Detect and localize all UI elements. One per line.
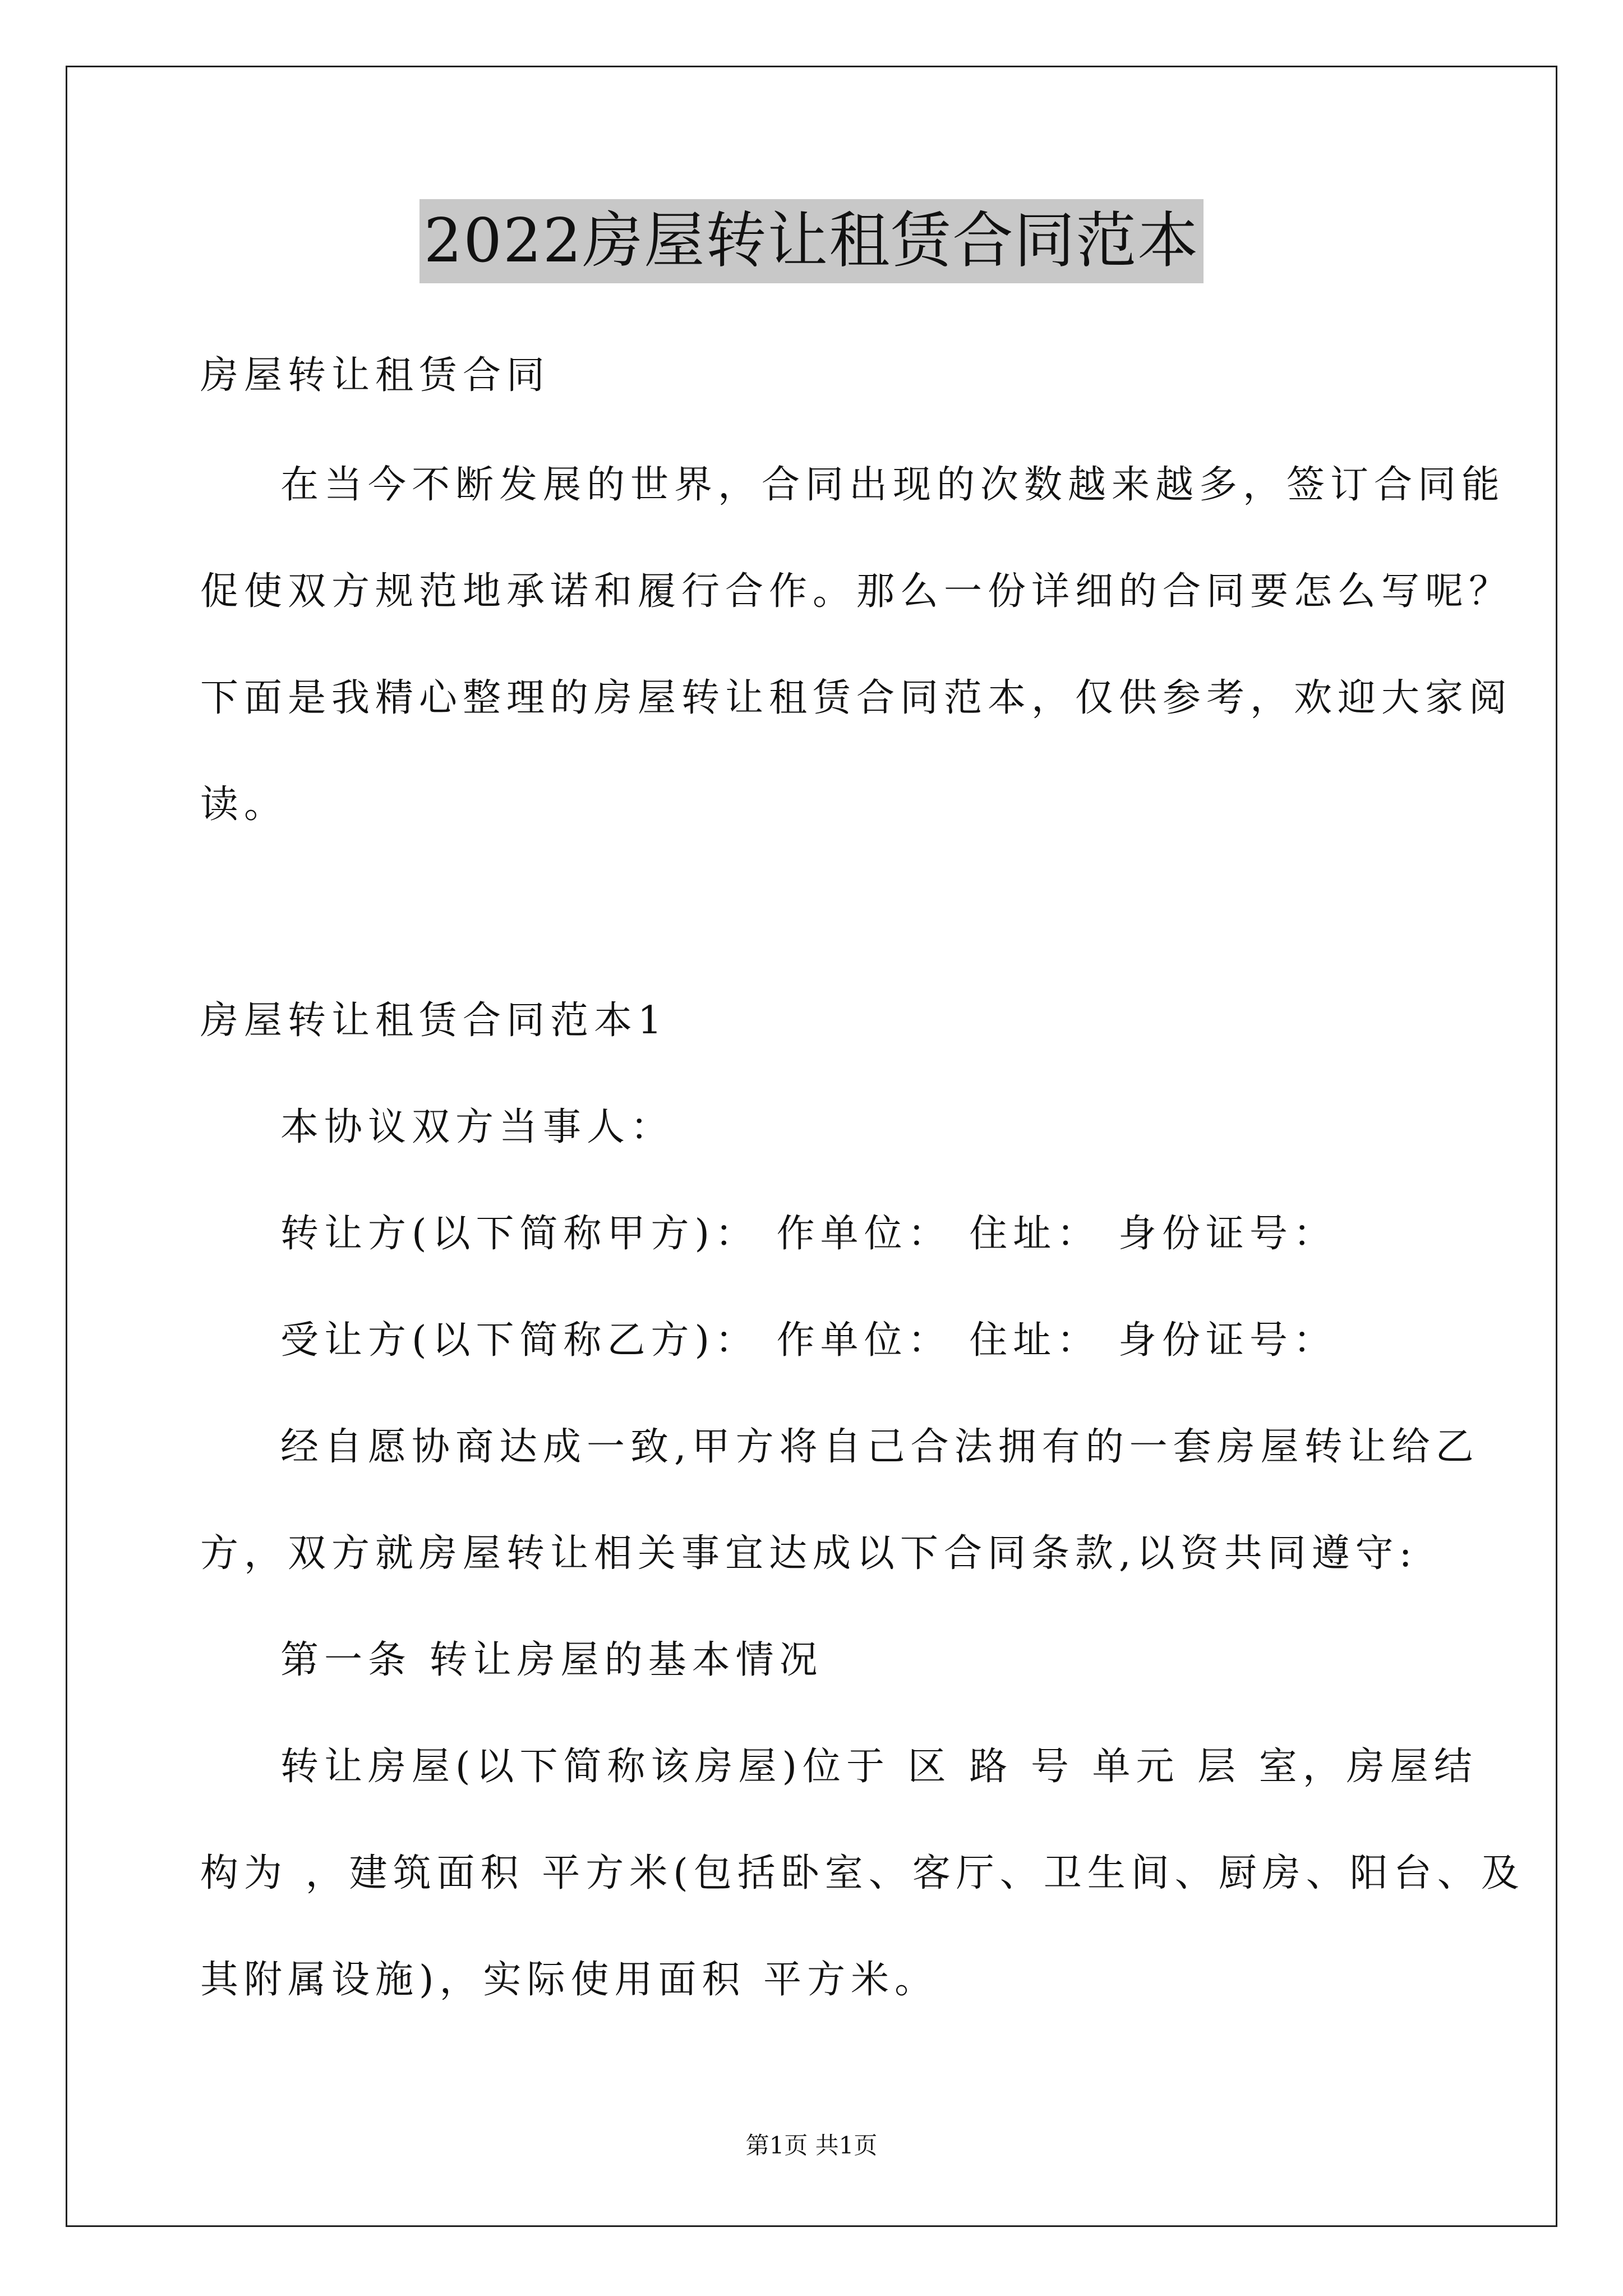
title-container (0, 199, 1623, 283)
section-heading: 房屋转让租赁合同范本1 (200, 999, 668, 1043)
paragraph-line: 方，双方就房屋转让相关事宜达成以下合同条款,以资共同遵守: (200, 1531, 1418, 1576)
article-heading: 第一条 转让房屋的基本情况 (280, 1638, 823, 1682)
paragraph-line: 在当今不断发展的世界，合同出现的次数越来越多，签订合同能 (280, 463, 1506, 507)
party-a-line: 转让方(以下简称甲方)： 作单位： 住址： 身份证号： (280, 1212, 1337, 1256)
paragraph-line: 转让房屋(以下简称该房屋)位于 区 路 号 单元 层 室，房屋结 (280, 1745, 1478, 1789)
paragraph-line: 读。 (200, 783, 288, 827)
paragraph-line: 下面是我精心整理的房屋转让租赁合同范本，仅供参考，欢迎大家阅 (200, 676, 1513, 720)
paragraph-line: 本协议双方当事人： (280, 1105, 675, 1149)
page-footer: 第1页 共1页 (745, 2132, 878, 2159)
document-title: 2022房屋转让租赁合同范本 (419, 199, 1204, 283)
paragraph-line: 经自愿协商达成一致,甲方将自己合法拥有的一套房屋转让给乙 (280, 1425, 1479, 1469)
paragraph-line: 其附属设施)，实际使用面积 平方米。 (200, 1958, 939, 2002)
paragraph-line: 构为 ，建筑面积 平方米(包括卧室、客厅、卫生间、厨房、阳台、及 (200, 1851, 1525, 1895)
section-heading: 房屋转让租赁合同 (200, 353, 551, 398)
party-b-line: 受让方(以下简称乙方)： 作单位： 住址： 身份证号： (280, 1318, 1337, 1363)
paragraph-line: 促使双方规范地承诺和履行合作。那么一份详细的合同要怎么写呢？ (200, 569, 1513, 614)
